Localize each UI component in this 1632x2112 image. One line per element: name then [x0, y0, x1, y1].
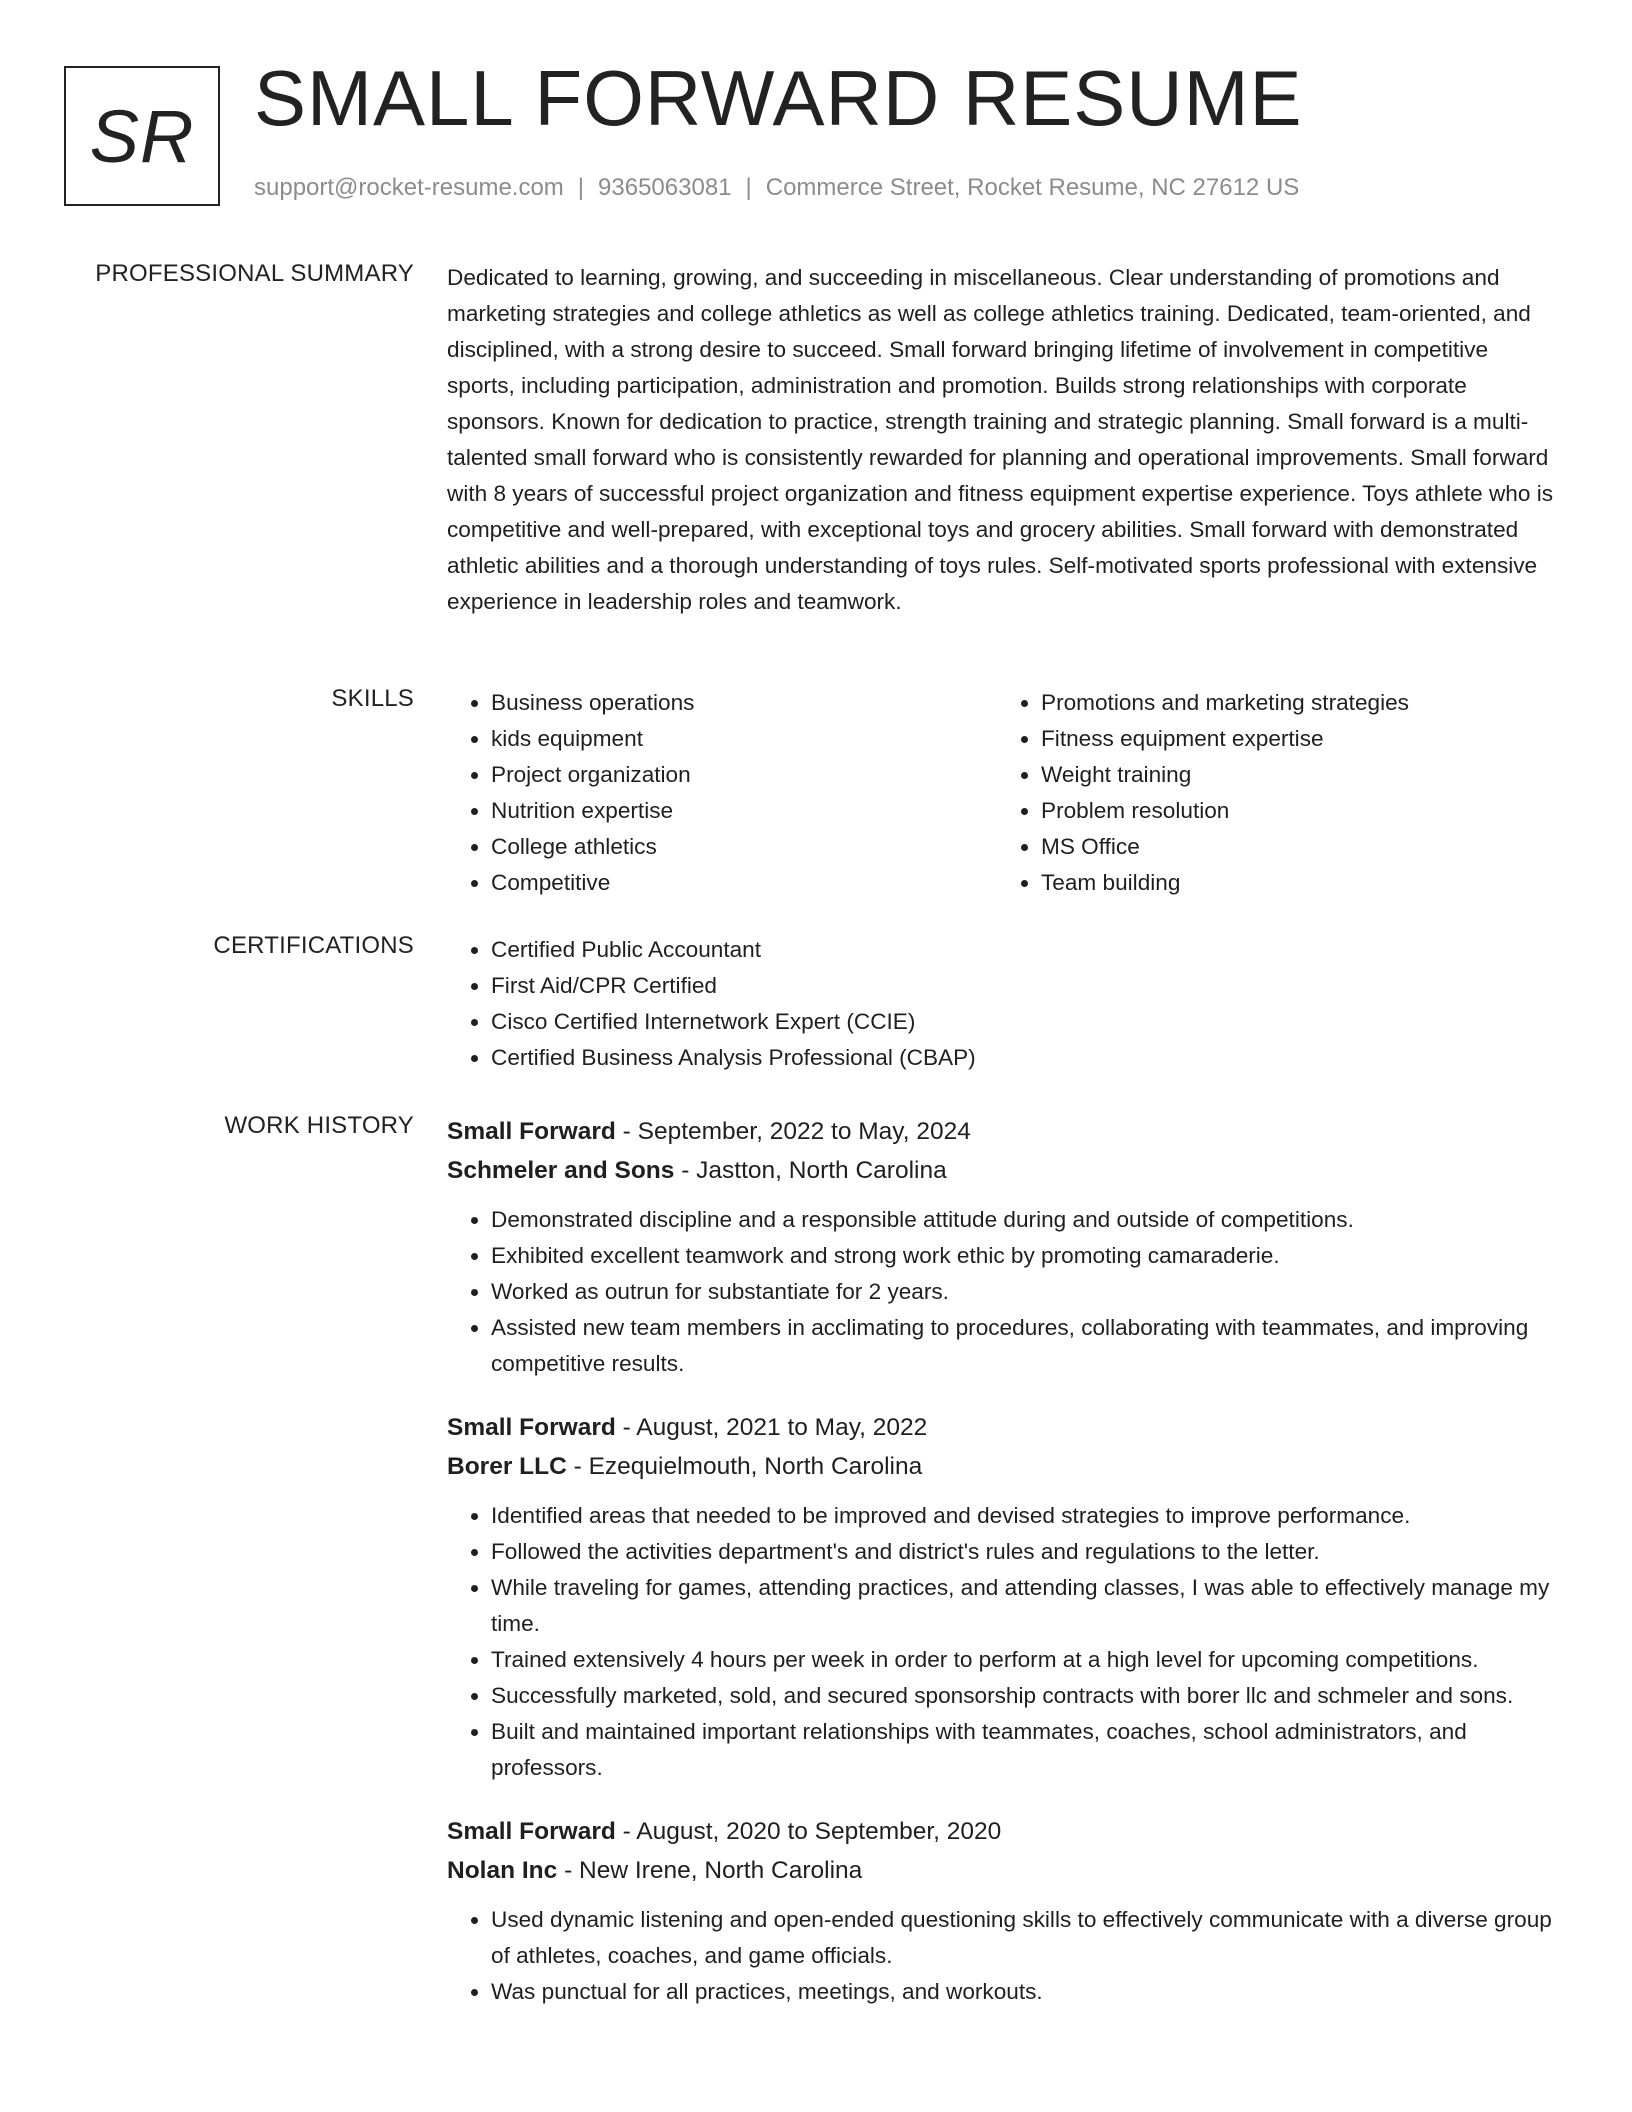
job-entry: [447, 1408, 1557, 1786]
job-bullet: • Exhibited excellent teamwork and strong work ethic by promoting camaraderie.: [491, 1238, 1557, 1274]
job-bullet: • Demonstrated discipline and a responsible attitude during and outside of competitions.: [491, 1202, 1557, 1238]
skill-item: • Promotions and marketing strategies: [1041, 685, 1547, 721]
section-label-skills: SKILLS: [331, 685, 414, 712]
job-bullet: • Identified areas that needed to be improved and devised strategies to improve performance.: [491, 1498, 1557, 1534]
job-company-line: [447, 1447, 1557, 1486]
job-bullet: • Worked as outrun for substantiate for 2 years.: [491, 1274, 1557, 1310]
skill-item: • Weight training: [1041, 757, 1547, 793]
section-label-certifications: CERTIFICATIONS: [213, 932, 414, 959]
skill-item: • Problem resolution: [1041, 793, 1547, 829]
certifications-body: [447, 932, 1557, 1076]
skills-column-right: [997, 685, 1547, 901]
job-bullet: • Assisted new team members in acclimating to procedures, collaborating with teammates, and improving competitive results.: [491, 1310, 1557, 1382]
skill-item: • Competitive: [491, 865, 997, 901]
skill-item: • MS Office: [1041, 829, 1547, 865]
job-title-line: [447, 1112, 1557, 1151]
section-label-work-history: WORK HISTORY: [224, 1112, 414, 1139]
contact-line: [254, 174, 1299, 202]
job-location: - Ezequielmouth, North Carolina: [566, 1453, 923, 1480]
job-location: - Jastton, North Carolina: [674, 1157, 947, 1184]
certification-item: • Certified Business Analysis Professional (CBAP): [491, 1040, 1557, 1076]
job-entry: [447, 1812, 1557, 2010]
certification-item: • Certified Public Accountant: [491, 932, 1557, 968]
certification-item: • First Aid/CPR Certified: [491, 968, 1557, 1004]
resume-title: SMALL FORWARD RESUME: [254, 54, 1303, 142]
contact-phone[interactable]: 9365063081: [598, 174, 732, 201]
job-bullet: • Was punctual for all practices, meetings, and workouts.: [491, 1974, 1557, 2010]
contact-email[interactable]: support@rocket-resume.com: [254, 174, 564, 201]
job-dates: - August, 2021 to May, 2022: [615, 1414, 928, 1441]
job-location: - New Irene, North Carolina: [557, 1857, 863, 1884]
job-dates: - August, 2020 to September, 2020: [615, 1818, 1002, 1845]
job-title-line: [447, 1812, 1557, 1851]
job-bullet: • Trained extensively 4 hours per week in order to perform at a high level for upcoming competitions.: [491, 1642, 1557, 1678]
job-title-line: [447, 1408, 1557, 1447]
skills-column-left: [447, 685, 997, 901]
job-company-line: [447, 1851, 1557, 1890]
summary-text: Dedicated to learning, growing, and succeeding in miscellaneous. Clear understanding of promotions and marketing strategies and college athletics as well as college athletics training. Dedicated, team-oriented, and disciplined, with a strong desire to succeed. Small forward bringing lifetime of involvement in competitive sports, including participation, administration and promotion. Builds strong relationships with corporate sponsors. Known for dedication to practice, strength training and strategic planning. Small forward is a multi-talented small forward who is consistently rewarded for planning and operational improvements. Small forward with 8 years of successful project organization and fitness equipment expertise experience. Toys athlete who is competitive and well-prepared, with exceptional toys and grocery abilities. Small forward with demonstrated athletic abilities and a thorough understanding of toys rules. Self-motivated sports professional with extensive experience in leadership roles and teamwork.: [447, 265, 1554, 614]
skill-item: • Fitness equipment expertise: [1041, 721, 1547, 757]
job-bullet: • Built and maintained important relationships with teammates, coaches, school administrators, and professors.: [491, 1714, 1557, 1786]
section-label-summary: PROFESSIONAL SUMMARY: [95, 260, 414, 287]
certification-item: • Cisco Certified Internetwork Expert (CCIE): [491, 1004, 1557, 1040]
job-company: Borer LLC: [447, 1453, 567, 1480]
job-dates: - September, 2022 to May, 2024: [615, 1118, 971, 1145]
skill-item: • Team building: [1041, 865, 1547, 901]
job-title: Small Forward: [447, 1118, 616, 1145]
job-title: Small Forward: [447, 1414, 616, 1441]
job-bullet: • Used dynamic listening and open-ended questioning skills to effectively communicate with a diverse group of athletes, coaches, and game officials.: [491, 1902, 1557, 1974]
skill-item: • Business operations: [491, 685, 997, 721]
contact-address: Commerce Street, Rocket Resume, NC 27612 US: [765, 174, 1300, 201]
work-history-body: [447, 1112, 1557, 2036]
job-company: Nolan Inc: [447, 1857, 558, 1884]
job-bullet: • While traveling for games, attending practices, and attending classes, I was able to effectively manage my time.: [491, 1570, 1557, 1642]
job-company-line: [447, 1151, 1557, 1190]
job-entry: [447, 1112, 1557, 1382]
monogram-logo: SR: [64, 66, 220, 206]
job-title: Small Forward: [447, 1818, 616, 1845]
summary-body: [447, 260, 1557, 620]
skill-item: • Project organization: [491, 757, 997, 793]
job-company: Schmeler and Sons: [447, 1157, 675, 1184]
skill-item: • kids equipment: [491, 721, 997, 757]
skills-body: [447, 685, 1557, 901]
contact-separator: |: [745, 174, 752, 201]
skill-item: • College athletics: [491, 829, 997, 865]
skill-item: • Nutrition expertise: [491, 793, 997, 829]
job-bullet: • Followed the activities department's and district's rules and regulations to the letter.: [491, 1534, 1557, 1570]
job-bullet: • Successfully marketed, sold, and secured sponsorship contracts with borer llc and schmeler and sons.: [491, 1678, 1557, 1714]
skills-grid: [447, 685, 1557, 901]
contact-separator: |: [577, 174, 585, 201]
